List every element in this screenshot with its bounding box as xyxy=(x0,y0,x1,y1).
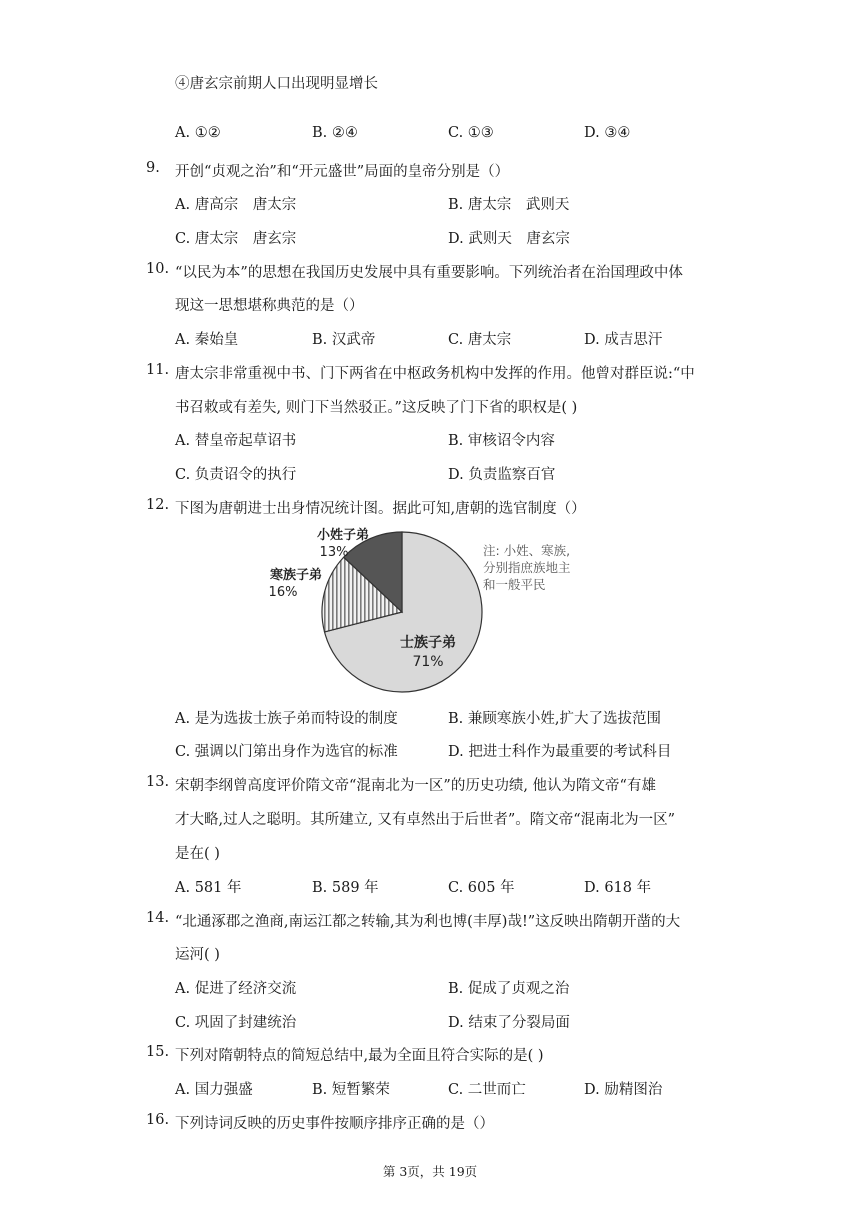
chart-note-line1: 注: 小姓、寒族, xyxy=(483,543,571,558)
q11-option-b: B. 审核诏令内容 xyxy=(448,433,555,449)
q10-number: 10. xyxy=(146,261,170,277)
q16-stem: 下列诗词反映的历史事件按顺序排序正确的是（） xyxy=(175,1116,494,1132)
q10-option-c: C. 唐太宗 xyxy=(448,332,512,348)
slice-label-xiaoxing: 小姓子弟 xyxy=(316,528,370,543)
q13-stem-line3: 是在( ) xyxy=(175,846,220,862)
q15-option-c: C. 二世而亡 xyxy=(448,1082,526,1098)
q9-number: 9. xyxy=(146,160,160,176)
q10-option-b: B. 汉武帝 xyxy=(312,332,376,348)
q13-number: 13. xyxy=(146,774,170,790)
q15-number: 15. xyxy=(146,1044,170,1060)
q16-number: 16. xyxy=(146,1112,170,1128)
q8-item-4: ④唐玄宗前期人口出现明显增长 xyxy=(175,76,378,92)
q11-option-c: C. 负责诏令的执行 xyxy=(175,467,297,483)
q14-stem-line1: “北通涿郡之渔商,南运江都之转输,其为利也博(丰厚)哉!”这反映出隋朝开凿的大 xyxy=(175,914,681,930)
q13-option-d: D. 618 年 xyxy=(584,880,652,896)
q10-option-a: A. 秦始皇 xyxy=(175,332,239,348)
q10-option-d: D. 成吉思汗 xyxy=(584,332,663,348)
slice-label-hanzu: 寒族子弟 xyxy=(269,568,323,583)
q12-option-b: B. 兼顾寒族小姓,扩大了选拔范围 xyxy=(448,711,661,727)
q8-option-b: B. ②④ xyxy=(312,125,358,141)
q13-option-c: C. 605 年 xyxy=(448,880,515,896)
q14-option-a: A. 促进了经济交流 xyxy=(175,981,297,997)
q9-stem: 开创“贞观之治”和“开元盛世”局面的皇帝分别是（） xyxy=(175,164,510,180)
q13-option-b: B. 589 年 xyxy=(312,880,379,896)
q14-option-d: D. 结束了分裂局面 xyxy=(448,1015,570,1031)
chart-note-line2: 分别指庶族地主 xyxy=(483,560,571,575)
q15-option-d: D. 励精图治 xyxy=(584,1082,663,1098)
q12-stem: 下图为唐朝进士出身情况统计图。据此可知,唐朝的选官制度（） xyxy=(175,501,586,517)
q12-option-d: D. 把进士科作为最重要的考试科目 xyxy=(448,744,672,760)
q13-option-a: A. 581 年 xyxy=(175,880,242,896)
q11-option-d: D. 负责监察百官 xyxy=(448,467,556,483)
slice-value-shizu: 71% xyxy=(412,654,444,670)
pie-chart xyxy=(0,520,860,700)
q11-stem-line2: 书召敕或有差失, 则门下当然驳正。”这反映了门下省的职权是( ) xyxy=(175,400,578,416)
slice-value-hanzu: 16% xyxy=(268,585,298,600)
q9-option-c: C. 唐太宗 唐玄宗 xyxy=(175,231,297,247)
q10-stem-line1: “以民为本”的思想在我国历史发展中具有重要影响。下列统治者在治国理政中体 xyxy=(175,265,683,281)
page-footer: 第 3页，共 19页 xyxy=(382,1164,478,1179)
q12-option-a: A. 是为选拔士族子弟而特设的制度 xyxy=(175,711,398,727)
q14-stem-line2: 运河( ) xyxy=(175,947,220,963)
q13-stem-line2: 才大略,过人之聪明。其所建立, 又有卓然出于后世者”。隋文帝“混南北为一区” xyxy=(175,812,676,828)
q9-option-a: A. 唐高宗 唐太宗 xyxy=(175,197,297,213)
slice-label-shizu: 士族子弟 xyxy=(400,635,456,651)
q8-option-c: C. ①③ xyxy=(448,125,494,141)
q13-stem-line1: 宋朝李纲曾高度评价隋文帝“混南北为一区”的历史功绩, 他认为隋文帝“有雄 xyxy=(175,778,656,794)
q14-option-b: B. 促成了贞观之治 xyxy=(448,981,570,997)
q12-option-c: C. 强调以门第出身作为选官的标准 xyxy=(175,744,398,760)
q15-option-a: A. 国力强盛 xyxy=(175,1082,253,1098)
q15-option-b: B. 短暂繁荣 xyxy=(312,1082,390,1098)
q12-number: 12. xyxy=(146,497,170,513)
q10-stem-line2: 现这一思想堪称典范的是（） xyxy=(175,298,364,314)
q11-option-a: A. 替皇帝起草诏书 xyxy=(175,433,297,449)
q8-option-d: D. ③④ xyxy=(584,125,631,141)
chart-note-line3: 和一般平民 xyxy=(483,577,546,592)
q11-number: 11. xyxy=(146,362,170,378)
q9-option-b: B. 唐太宗 武则天 xyxy=(448,197,570,213)
q9-option-d: D. 武则天 唐玄宗 xyxy=(448,231,570,247)
q15-stem: 下列对隋朝特点的简短总结中,最为全面且符合实际的是( ) xyxy=(175,1048,544,1064)
q8-option-a: A. ①② xyxy=(175,125,221,141)
q11-stem-line1: 唐太宗非常重视中书、门下两省在中枢政务机构中发挥的作用。他曾对群臣说:“中 xyxy=(175,366,695,382)
slice-value-xiaoxing: 13% xyxy=(319,545,349,560)
q14-option-c: C. 巩固了封建统治 xyxy=(175,1015,297,1031)
q14-number: 14. xyxy=(146,910,170,926)
